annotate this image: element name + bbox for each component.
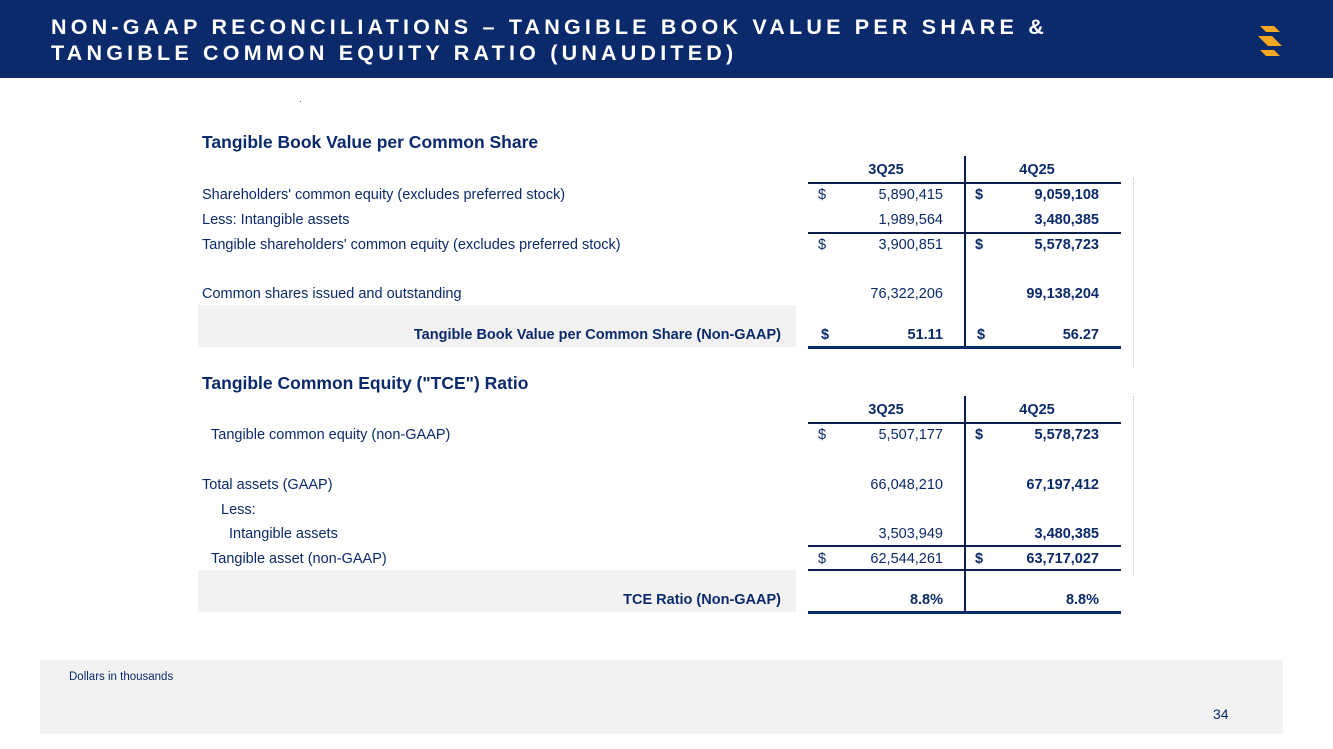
tbv-column-divider	[964, 156, 966, 348]
tbv-row-value-4q25: 3,480,385	[1034, 212, 1099, 228]
tce-row-label: Tangible common equity (non-GAAP)	[211, 427, 451, 443]
tce-subtotal-rule	[808, 545, 1121, 547]
tbv-section-title: Tangible Book Value per Common Share	[202, 132, 539, 152]
tce-row-dollar: $	[975, 551, 984, 567]
tce-row-value-4q25: 63,717,027	[1026, 551, 1099, 567]
tbv-row-label: Common shares issued and outstanding	[202, 286, 462, 302]
page-title-line-2: TANGIBLE COMMON EQUITY RATIO (UNAUDITED)	[51, 41, 738, 65]
footnote: Dollars in thousands	[69, 671, 174, 683]
tce-col-header-3q25: 3Q25	[868, 402, 904, 418]
tbv-col-header-3q25: 3Q25	[868, 162, 904, 178]
footer-panel	[40, 660, 1283, 734]
page-number: 34	[1213, 706, 1229, 722]
tbv-row-value-3q25: 5,890,415	[878, 187, 943, 203]
tce-right-edge-dots	[1133, 396, 1136, 576]
tbv-total-value-4q25: 56.27	[1062, 327, 1099, 343]
tbv-row-dollar: $	[975, 237, 984, 253]
page-title-line-1: NON-GAAP RECONCILIATIONS – TANGIBLE BOOK VALUE PER SHARE &	[51, 15, 1048, 39]
tbv-total-value-3q25: 51.11	[907, 327, 943, 343]
tce-total-rule	[808, 611, 1121, 614]
tce-row-value-4q25: 5,578,723	[1034, 427, 1099, 443]
tce-row-label: Tangible asset (non-GAAP)	[211, 551, 387, 567]
tbv-total-dollar: $	[821, 327, 830, 343]
tbv-row-label: Less: Intangible assets	[202, 212, 350, 228]
tce-row-dollar: $	[975, 427, 984, 443]
tce-row-label: Intangible assets	[229, 526, 338, 542]
tbv-right-edge-dots	[1133, 178, 1136, 368]
tce-column-divider	[964, 396, 966, 611]
tbv-row-value-4q25: 5,578,723	[1034, 237, 1099, 253]
tce-row-label: Total assets (GAAP)	[202, 477, 333, 493]
tbv-row-value-4q25: 9,059,108	[1034, 187, 1099, 203]
tce-row-label: Less:	[221, 502, 256, 518]
tbv-row-label: Shareholders' common equity (excludes preferred stock)	[202, 187, 566, 203]
tbv-row-dollar: $	[818, 237, 827, 253]
tce-row-value-3q25: 66,048,210	[870, 477, 943, 493]
tbv-row-value-3q25: 3,900,851	[878, 237, 943, 253]
tbv-row-dollar: $	[975, 187, 984, 203]
tce-col-header-4q25: 4Q25	[1019, 402, 1055, 418]
tbv-row-dollar: $	[818, 187, 827, 203]
tce-total-label: TCE Ratio (Non-GAAP)	[623, 592, 781, 608]
tbv-total-label: Tangible Book Value per Common Share (Non-GAAP)	[413, 327, 781, 343]
tce-total-value-3q25: 8.8%	[909, 592, 943, 608]
tce-section-title: Tangible Common Equity ("TCE") Ratio	[202, 373, 529, 393]
tce-total-value-4q25: 8.8%	[1065, 592, 1099, 608]
tbv-col-header-4q25: 4Q25	[1019, 162, 1055, 178]
header-bar	[0, 0, 1333, 78]
tbv-row-value-3q25: 1,989,564	[878, 212, 943, 228]
tce-row-dollar: $	[818, 427, 827, 443]
tce-row-value-3q25: 3,503,949	[878, 526, 943, 542]
tbv-total-dollar: $	[977, 327, 986, 343]
tbv-subtotal-rule	[808, 232, 1121, 234]
tce-subtotal-rule-2	[808, 569, 1121, 571]
brand-s-logo-icon	[1254, 22, 1286, 60]
tbv-row-value-3q25: 76,322,206	[870, 286, 943, 302]
tce-row-value-3q25: 62,544,261	[870, 551, 943, 567]
tbv-row-label: Tangible shareholders' common equity (excludes preferred stock)	[202, 237, 621, 253]
tce-row-value-4q25: 3,480,385	[1034, 526, 1099, 542]
page-title	[51, 14, 1048, 66]
tce-row-value-4q25: 67,197,412	[1026, 477, 1099, 493]
stray-mark	[300, 101, 301, 102]
tce-row-value-3q25: 5,507,177	[878, 427, 943, 443]
tce-row-dollar: $	[818, 551, 827, 567]
tbv-total-rule	[808, 346, 1121, 349]
tbv-row-value-4q25: 99,138,204	[1026, 286, 1099, 302]
